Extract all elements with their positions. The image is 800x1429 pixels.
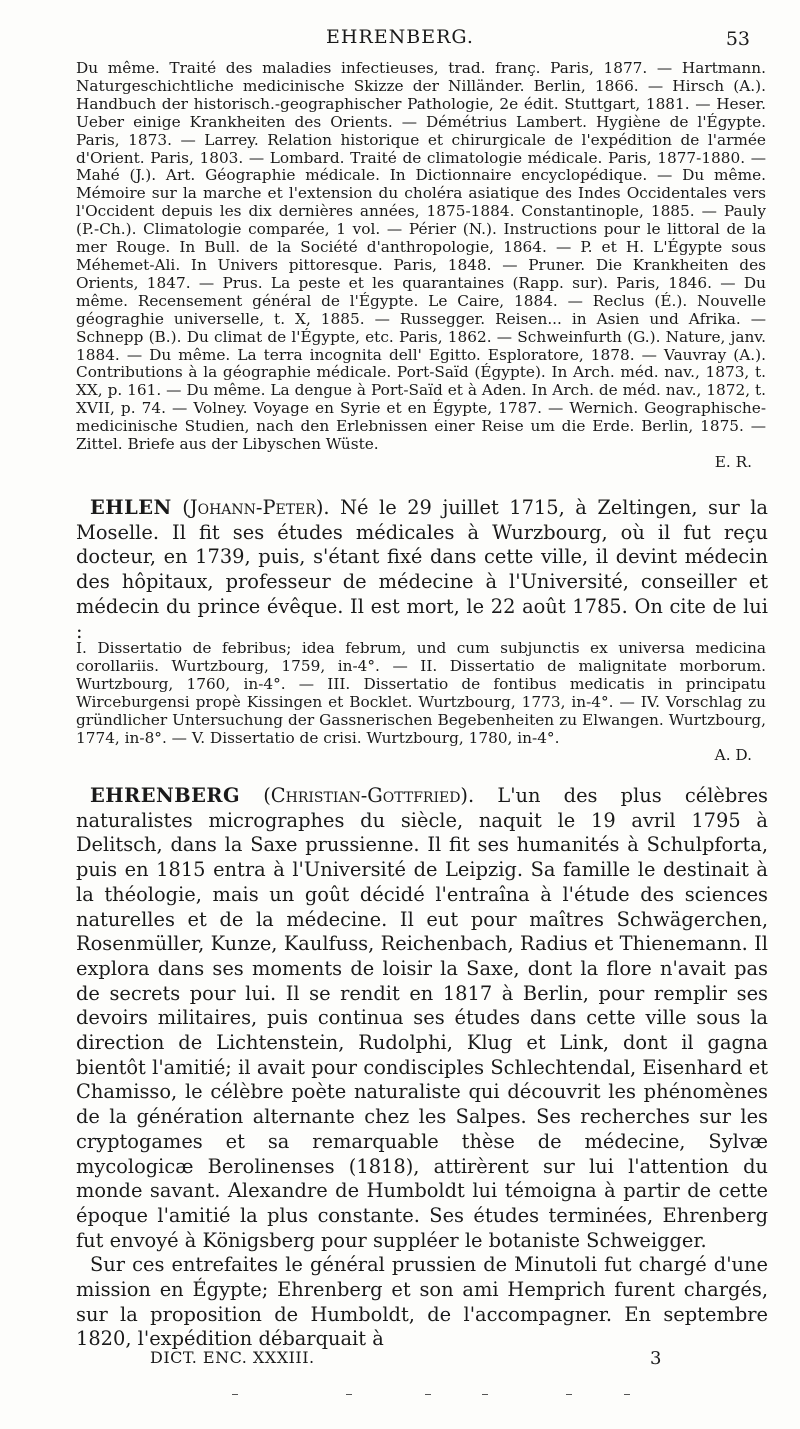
speck xyxy=(232,1394,238,1395)
ehrenberg-paragraph-2: Sur ces entrefaites le général prussien de Minutoli fut chargé d'une mission en Égypte; Ehrenberg et son ami Hemprich furent chargés, sur la proposition de Humboldt, de l'accompagner. En septembre 1820, l'expédition débarquait à xyxy=(76,1253,768,1351)
speck xyxy=(566,1394,572,1395)
ehlen-text: Né le 29 juillet 1715, à Zeltingen, sur la Moselle. Il fit ses études médicales à Wurzbourg, où il fut reçu docteur, en 1739, puis, s'étant fixé dans cette ville, il devint médecin des hôpitaux, professeur de médecine à l'Université, conseiller et médecin du prince évêque. Il est mort, le 22 août 1785. On cite de lui : xyxy=(76,496,768,643)
ehlen-headword: EHLEN xyxy=(90,496,172,519)
page-header xyxy=(0,26,800,56)
page-footer xyxy=(0,1348,800,1372)
page-number: 53 xyxy=(725,28,750,50)
speck xyxy=(346,1394,352,1395)
signature-mark: 3 xyxy=(650,1348,662,1369)
ehrenberg-paragraph-1 xyxy=(76,784,768,1253)
ehlen-forenames: (Johann-Peter). xyxy=(182,496,330,519)
bibliography-text: Du même. Traité des maladies infectieuses, trad. franç. Paris, 1877. — Hartmann. Naturgeschichtliche medicinische Skizze der Nilländer. Berlin, 1866. — Hirsch (A.). Handbuch der historisch.-geographischer Pathologie, 2e édit. Stuttgart, 1881. — Heser. Ueber einige Krankheiten des Orients. — Démétrius Lambert. Hygiène de l'Égypte. Paris, 1873. — Larrey. Relation historique et chirurgicale de l'expédition de l'armée d'Orient. Paris, 1803. — Lombard. Traité de climatologie médicale. Paris, 1877-1880. — Mahé (J.). Art. Géographie médicale. In Dictionnaire encyclopédique. — Du même. Mémoire sur la marche et l'extension du choléra asiatique des Indes Occidentales vers l'Occident depuis les dix dernières années, 1875-1884. Constantinople, 1885. — Pauly (P.-Ch.). Climatologie comparée, 1 vol. — Périer (N.). Instructions pour le littoral de la mer Rouge. In Bull. de la Société d'anthropologie, 1864. — P. et H. L'Égypte sous Méhemet-Ali. In Univers pittoresque. Paris, 1848. — Pruner. Die Krankheiten des Orients, 1847. — Prus. La peste et les quarantaines (Rapp. sur). Paris, 1846. — Du même. Recensement général de l'Égypte. Le Caire, 1884. — Reclus (É.). Nouvelle géograghie universelle, t. X, 1885. — Russegger. Reisen... in Asien und Afrika. — Schnepp (B.). Du climat de l'Égypte, etc. Paris, 1862. — Schweinfurth (G.). Nature, janv. 1884. — Du même. La terra incognita dell' Egitto. Esploratore, 1878. — Vauvray (A.). Contributions à la géographie médicale. Port-Saïd (Égypte). In Arch. méd. nav., 1873, t. XX, p. 161. — Du même. La dengue à Port-Saïd et à Aden. In Arch. de méd. nav., 1872, t. XVII, p. 74. — Volney. Voyage en Syrie et en Égypte, 1787. — Wernich. Geographische-medicinische Studien, nach den Erlebnissen einer Reise um die Erde. Berlin, 1875. — Zittel. Briefe aus der Libyschen Wüste. xyxy=(76,59,766,454)
signature-line: DICT. ENC. XXXIII. xyxy=(150,1348,315,1367)
ehlen-works: I. Dissertatio de febribus; idea februm, und cum subjunctis ex universa medicina corollariis. Wurtzbourg, 1759, in-4°. — II. Dissertatio de malignitate morborum. Wurtzbourg, 1760, in-4°. — III. Dissertatio de fontibus medicatis in principatu Wirceburgensi propè Kissingen et Bocklet. Wurtzbourg, 1773, in-4°. — IV. Vorschlag zu gründlicher Untersuchung der Gassnerischen Begebenheiten zu Elwangen. Wurtzbourg, 1774, in-8°. — V. Dissertatio de crisi. Wurtzbourg, 1780, in-4°. xyxy=(76,639,766,747)
scan-specks xyxy=(0,1386,800,1406)
speck xyxy=(425,1394,431,1395)
ehrenberg-headword: EHRENBERG xyxy=(90,784,241,807)
running-title: EHRENBERG. xyxy=(326,26,474,48)
ehlen-paragraph xyxy=(76,496,768,644)
speck xyxy=(482,1394,488,1395)
speck xyxy=(624,1394,630,1395)
ehrenberg-forenames: (Christian-Gottfried). xyxy=(263,784,475,807)
bibliography-block xyxy=(76,60,766,472)
bibliography-signature: E. R. xyxy=(714,452,752,471)
ehrenberg-text: L'un des plus célèbres naturalistes micrographes du siècle, naquit le 19 avril 1795 à Delitsch, dans la Saxe prussienne. Il fit ses humanités à Schulpforta, puis en 1815 entra à l'Université de Leipzig. Sa famille le destinait à la théologie, mais un goût décidé l'entraîna à l'étude des sciences naturelles et de la médecine. Il eut pour maîtres Schwägerchen, Rosenmüller, Kunze, Kaulfuss, Reichenbach, Radius et Thienemann. Il explora dans ses moments de loisir la Saxe, dont la flore n'avait pas de secrets pour lui. Il se rendit en 1817 à Berlin, pour remplir ses devoirs militaires, puis continua ses études dans cette ville sous la direction de Lichtenstein, Rudolphi, Klug et Link, dont il gagna bientôt l'amitié; il avait pour condisciples Schlechtendal, Eisenhard et Chamisso, le célèbre poète naturaliste qui découvrit les phénomènes de la génération alternante chez les Salpes. Ses recherches sur les cryptogames et sa remarquable thèse de médecine, Sylvæ mycologicæ Berolinenses (1818), attirèrent sur lui l'attention du monde savant. Alexandre de Humboldt lui témoigna à partir de cette époque l'amitié la plus constante. Ses études terminées, Ehrenberg fut envoyé à Königsberg pour suppléer le botaniste Schweigger. xyxy=(76,784,768,1252)
entry-ehrenberg xyxy=(76,784,768,1352)
entry-ehlen xyxy=(76,496,768,644)
ehlen-works-block xyxy=(76,640,766,765)
ehlen-signature: A. D. xyxy=(714,746,752,765)
